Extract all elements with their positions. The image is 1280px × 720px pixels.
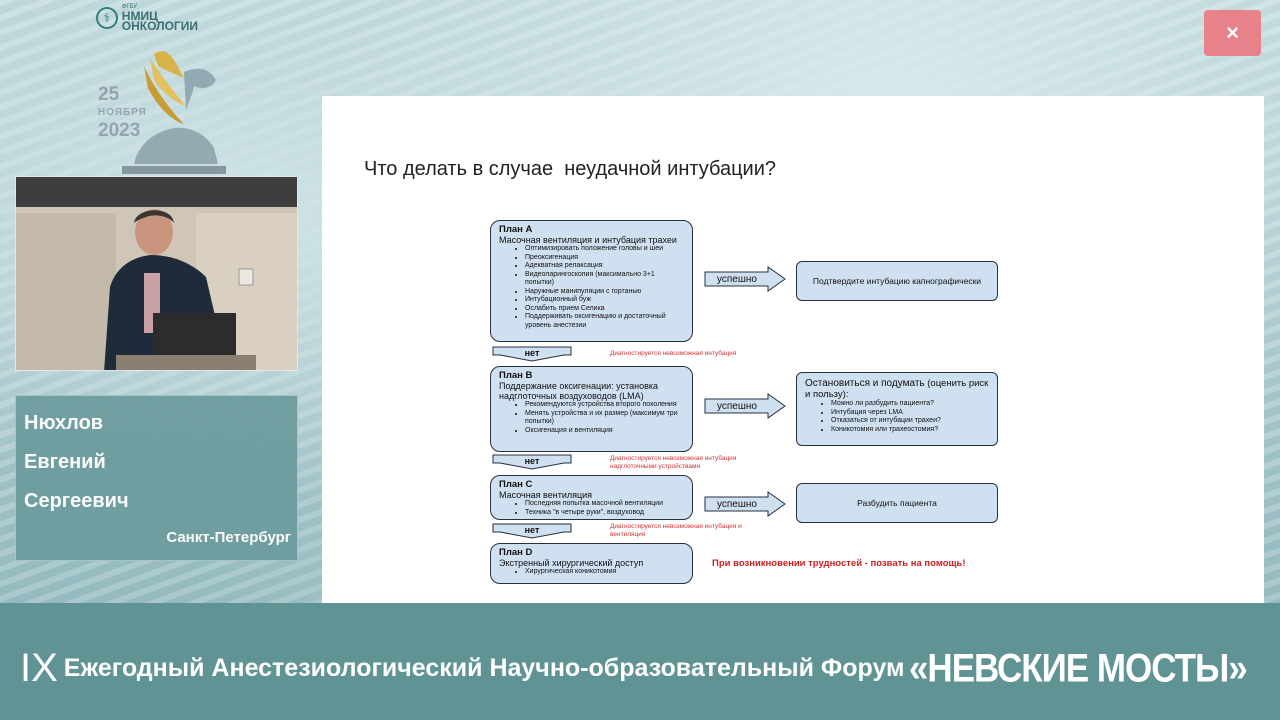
caduceus-icon: ⚕ <box>96 7 118 29</box>
list-item: • Последняя попытка масочной вентиляции <box>525 500 684 509</box>
outcome-c-box <box>796 483 998 523</box>
speaker-video-frame <box>16 177 298 371</box>
forum-banner-title <box>20 646 1247 691</box>
slide-title: Что делать в случае неудачной интубации? <box>364 158 777 180</box>
success-label: успешно <box>717 273 757 285</box>
list-item: • Интубационный буж <box>525 296 684 305</box>
forum-logo <box>96 4 236 176</box>
plan-d-subtitle: Экстренный хирургический доступ <box>499 558 644 568</box>
no-label: нет <box>524 524 540 535</box>
list-item: • Оксигенация и вентиляция <box>525 427 684 436</box>
no-arrow-c <box>492 523 572 539</box>
close-button[interactable] <box>1204 10 1261 56</box>
list-item: • Адекватная релаксация <box>525 262 684 271</box>
success-label: успешно <box>717 400 757 412</box>
forum-edition: IX <box>20 646 58 690</box>
list-item: • Ослабить прием Селика <box>525 305 684 314</box>
list-item: • Оптимизировать положение головы и шеи <box>525 245 684 254</box>
plan-c-title: План С <box>499 479 533 490</box>
list-item: • Поддерживать оксигенацию и достаточный уровень анестезии <box>525 313 684 330</box>
org-small-label: ФГБУ <box>121 4 138 10</box>
outcome-a-text: Подтвердите интубацию капнографически <box>812 276 982 286</box>
plan-d-list <box>499 568 684 577</box>
speaker-third-line: Сергеевич <box>24 490 129 512</box>
success-arrow-c <box>704 491 786 517</box>
plan-b-box <box>490 366 693 452</box>
outcome-b-title-rest: (оценить риск и пользу): <box>805 378 989 400</box>
speaker-card <box>15 395 298 561</box>
list-item: • Менять устройства и их размер (максимум три попытки) <box>525 410 684 427</box>
event-date-month: НОЯБРЯ <box>98 107 147 118</box>
list-item: • Видеоларингоскопия (максимально 3+1 попытки) <box>525 271 684 288</box>
plan-b-list <box>499 401 684 435</box>
plan-a-title: План А <box>499 224 533 235</box>
note-a: Диагностируется невозможная интубация <box>610 350 737 357</box>
close-icon: × <box>1226 20 1239 45</box>
org-logo <box>96 4 236 31</box>
speaker-video <box>15 176 298 371</box>
no-arrow-b <box>492 454 572 470</box>
outcome-c-text: Разбудить пациента <box>857 498 937 508</box>
event-date-year: 2023 <box>98 120 141 141</box>
success-arrow-b <box>704 393 786 419</box>
plan-b-title: План В <box>499 370 533 381</box>
outcome-a-box <box>796 261 998 301</box>
success-arrow-a <box>704 266 786 292</box>
list-item: • Хирургическая коникотомия <box>525 568 684 577</box>
list-item: • Техника "в четыре руки", воздуховод <box>525 509 684 518</box>
event-date-day: 25 <box>98 84 120 105</box>
success-label: успешно <box>717 498 757 510</box>
plan-d-title: План D <box>499 547 533 558</box>
plan-c-list <box>499 500 684 517</box>
outcome-b-box <box>796 372 998 446</box>
forum-event-name: «НЕВСКИЕ МОСТЫ» <box>908 645 1247 691</box>
plan-a-subtitle: Масочная вентиляция и интубация трахеи <box>499 235 677 245</box>
outcome-b-list <box>805 400 989 434</box>
plan-c-box <box>490 475 693 520</box>
list-item: • Рекомендуются устройства второго поколения <box>525 401 684 410</box>
plan-a-list <box>499 245 684 330</box>
plan-b-subtitle: Поддержание оксигенации: установка надглоточных воздуховодов (LMA) <box>499 381 658 401</box>
org-name: НМИЦ ОНКОЛОГИИ <box>121 9 198 33</box>
list-item: • Отказаться от интубации трахеи? <box>831 417 989 426</box>
no-label: нет <box>524 455 540 466</box>
list-item: • Можно ли разбудить пациента? <box>831 400 989 409</box>
list-item: • Наружные манипуляции с гортанью <box>525 288 684 297</box>
note-c: Диагностируется невозможная интубация и вентиляция <box>610 523 742 538</box>
no-label: нет <box>524 347 540 358</box>
speaker-city: Санкт-Петербург <box>166 529 291 546</box>
list-item: • Преоксигенация <box>525 254 684 263</box>
plan-d-box <box>490 543 693 584</box>
note-b: Диагностируется невозможная интубация надглоточными устройствами <box>610 455 737 470</box>
event-date <box>98 86 147 140</box>
speaker-second-line: Евгений <box>24 451 106 473</box>
speaker-first-line: Нюхлов <box>24 412 104 434</box>
list-item: • Интубация через LMA <box>831 409 989 418</box>
no-arrow-a <box>492 346 572 362</box>
list-item: • Коникотомия или трахеостомия? <box>831 426 989 435</box>
plan-a-box <box>490 220 693 342</box>
presentation-slide <box>322 96 1264 626</box>
forum-name: Ежегодный Анестезиологический Научно-образовательный Форум <box>63 654 905 682</box>
plan-c-subtitle: Масочная вентиляция <box>499 490 593 500</box>
outcome-b-title: Остановиться и подумать <box>805 378 925 389</box>
call-for-help-note: При возникновении трудностей - позвать на помощь! <box>712 558 966 569</box>
